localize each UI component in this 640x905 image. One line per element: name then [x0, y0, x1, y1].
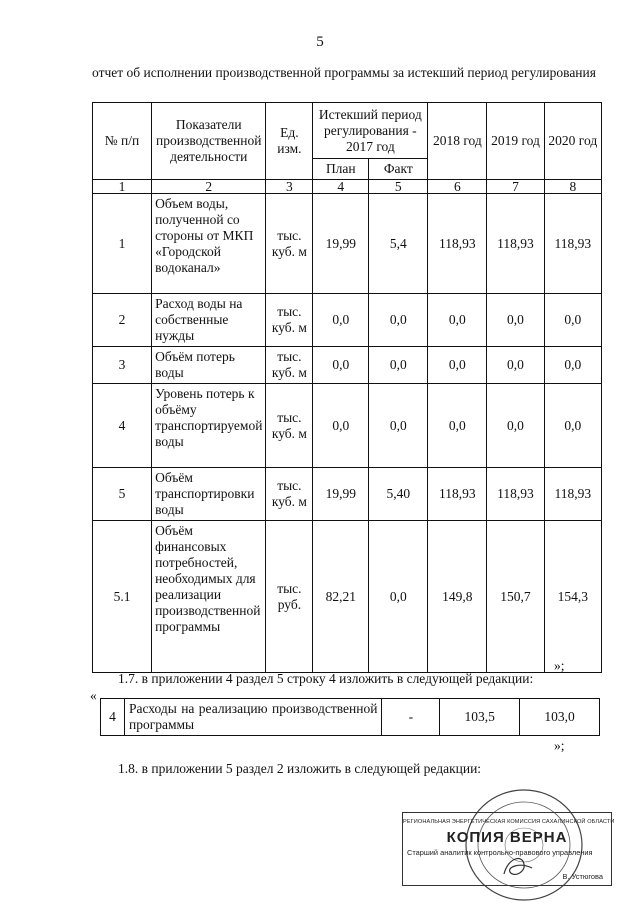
fact-value: 0,0 — [369, 347, 428, 384]
value-2018: 0,0 — [428, 294, 487, 347]
fact-value: 5,4 — [369, 194, 428, 294]
table-row — [101, 699, 600, 736]
fact-value: 5,40 — [369, 468, 428, 521]
plan-value: 19,99 — [313, 468, 369, 521]
value-2018: 118,93 — [428, 194, 487, 294]
production-program-table — [92, 102, 602, 673]
stamp-position: Старший аналитик контрольно-правового управления — [407, 848, 593, 857]
value-2018: 149,8 — [428, 521, 487, 673]
unit: тыс. куб. м — [266, 384, 313, 468]
table-row — [93, 347, 602, 384]
row-number: 5.1 — [93, 521, 152, 673]
value-cell: 103,0 — [520, 699, 600, 736]
value-2018: 118,93 — [428, 468, 487, 521]
stamp-name: В. Устюгова — [562, 872, 603, 881]
table-row — [93, 384, 602, 468]
table-row — [93, 468, 602, 521]
header-num: № п/п — [93, 103, 152, 180]
value-2020: 0,0 — [544, 347, 601, 384]
column-index: 2 — [152, 180, 266, 194]
header-2019: 2019 год — [487, 103, 544, 180]
row-number: 5 — [93, 468, 152, 521]
value-cell: 103,5 — [440, 699, 520, 736]
value-2020: 118,93 — [544, 194, 601, 294]
intro-text: отчет об исполнении производственной программы за истекший период регулирования — [92, 65, 596, 80]
header-period: Истекший период регулирования - 2017 год — [313, 103, 428, 159]
indicator-name: Объём транспортировки воды — [152, 468, 266, 521]
value-2020: 154,3 — [544, 521, 601, 673]
fact-value: 0,0 — [369, 294, 428, 347]
signature-icon — [498, 852, 538, 882]
indicator-name: Объём потерь воды — [152, 347, 266, 384]
value-2019: 118,93 — [487, 468, 544, 521]
fact-value: 0,0 — [369, 384, 428, 468]
column-index: 1 — [93, 180, 152, 194]
amendment-table — [100, 698, 600, 736]
header-indicator: Показатели производственной деятельности — [152, 103, 266, 180]
column-index: 3 — [266, 180, 313, 194]
value-2020: 118,93 — [544, 468, 601, 521]
row-number: 1 — [93, 194, 152, 294]
unit: тыс. куб. м — [266, 347, 313, 384]
indicator-name: Объём финансовых потребностей, необходимых для реализации производственной программы — [152, 521, 266, 673]
column-index: 7 — [487, 180, 544, 194]
indicator-name: Объем воды, полученной со стороны от МКП «Городской водоканал» — [152, 194, 266, 294]
column-index: 4 — [313, 180, 369, 194]
value-2019: 0,0 — [487, 384, 544, 468]
stamp-organization: РЕГИОНАЛЬНАЯ ЭНЕРГЕТИЧЕСКАЯ КОМИССИЯ САХАЛИНСКОЙ ОБЛАСТИ — [403, 819, 615, 825]
header-fact: Факт — [369, 159, 428, 180]
unit: тыс. руб. — [266, 521, 313, 673]
header-unit: Ед. изм. — [266, 103, 313, 180]
page-number: 5 — [316, 34, 324, 50]
table-row — [93, 194, 602, 294]
column-index: 5 — [369, 180, 428, 194]
row-number: 4 — [101, 699, 125, 736]
value-2019: 0,0 — [487, 294, 544, 347]
indicator-name: Уровень потерь к объёму транспортируемой воды — [152, 384, 266, 468]
plan-value: 82,21 — [313, 521, 369, 673]
row-number: 3 — [93, 347, 152, 384]
value-2019: 0,0 — [487, 347, 544, 384]
opening-quote: « — [90, 688, 97, 703]
unit: тыс. куб. м — [266, 468, 313, 521]
value-2019: 118,93 — [487, 194, 544, 294]
column-index-row — [93, 180, 602, 194]
value-cell: - — [382, 699, 440, 736]
plan-value: 0,0 — [313, 294, 369, 347]
plan-value: 0,0 — [313, 384, 369, 468]
value-2020: 0,0 — [544, 294, 601, 347]
table-row — [93, 294, 602, 347]
stamp-copy-mark: КОПИЯ ВЕРНА — [446, 829, 568, 846]
paragraph-1-8: 1.8. в приложении 5 раздел 2 изложить в следующей редакции: — [118, 761, 482, 776]
closing-quote: »; — [554, 658, 565, 673]
value-2019: 150,7 — [487, 521, 544, 673]
row-number: 2 — [93, 294, 152, 347]
table-row — [93, 521, 602, 673]
value-2020: 0,0 — [544, 384, 601, 468]
closing-quote: »; — [554, 738, 565, 753]
indicator-name: Расход воды на собственные нужды — [152, 294, 266, 347]
header-2018: 2018 год — [428, 103, 487, 180]
unit: тыс. куб. м — [266, 294, 313, 347]
header-plan: План — [313, 159, 369, 180]
column-index: 6 — [428, 180, 487, 194]
row-number: 4 — [93, 384, 152, 468]
paragraph-1-7: 1.7. в приложении 4 раздел 5 строку 4 изложить в следующей редакции: — [118, 671, 534, 686]
unit: тыс. куб. м — [266, 194, 313, 294]
value-2018: 0,0 — [428, 347, 487, 384]
fact-value: 0,0 — [369, 521, 428, 673]
column-index: 8 — [544, 180, 601, 194]
value-2018: 0,0 — [428, 384, 487, 468]
plan-value: 19,99 — [313, 194, 369, 294]
plan-value: 0,0 — [313, 347, 369, 384]
expense-description: Расходы на реализацию производственной программы — [124, 699, 381, 736]
header-2020: 2020 год — [544, 103, 601, 180]
